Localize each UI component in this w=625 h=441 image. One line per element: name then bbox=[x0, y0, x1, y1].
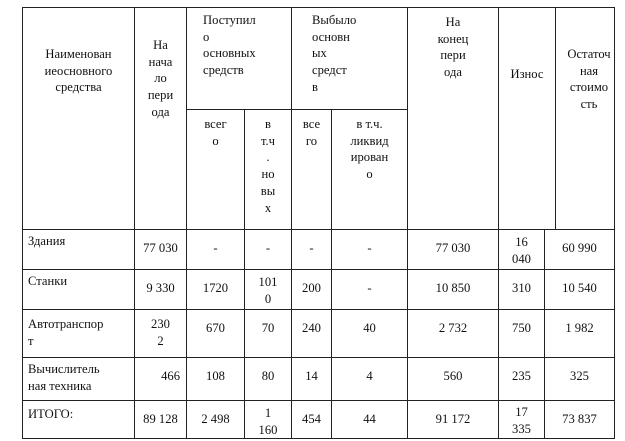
end-value: 10 850 bbox=[408, 270, 499, 310]
residual-value: 325 bbox=[545, 358, 615, 401]
asset-name: Автотранспор т bbox=[23, 310, 135, 358]
disposed-liquidated: 44 bbox=[332, 401, 408, 439]
header-disposed-total: все го bbox=[292, 110, 332, 230]
fixed-assets-table bbox=[22, 7, 615, 439]
asset-name: Станки bbox=[23, 270, 135, 310]
header-disposed: Выбыло основн ых средст в bbox=[292, 8, 408, 110]
header-wear: Износ bbox=[499, 8, 556, 230]
header-start-of-period: На нача ло пери ода bbox=[135, 8, 187, 230]
wear-value: 235 bbox=[499, 358, 545, 401]
start-value: 466 bbox=[135, 358, 187, 401]
received-new: - bbox=[245, 230, 292, 270]
received-new: 80 bbox=[245, 358, 292, 401]
start-value: 9 330 bbox=[135, 270, 187, 310]
received-new: 1 160 bbox=[245, 401, 292, 439]
disposed-total: 14 bbox=[292, 358, 332, 401]
header-received-total: всег о bbox=[187, 110, 245, 230]
disposed-liquidated: - bbox=[332, 270, 408, 310]
disposed-liquidated: 40 bbox=[332, 310, 408, 358]
disposed-total: 240 bbox=[292, 310, 332, 358]
disposed-total: - bbox=[292, 230, 332, 270]
residual-value: 60 990 bbox=[545, 230, 615, 270]
received-new: 101 0 bbox=[245, 270, 292, 310]
table-row bbox=[23, 230, 615, 270]
disposed-total: 200 bbox=[292, 270, 332, 310]
wear-value: 17 335 bbox=[499, 401, 545, 439]
header-disposed-liquidated: в т.ч. ликвид ирован о bbox=[332, 110, 408, 230]
received-new: 70 bbox=[245, 310, 292, 358]
end-value: 2 732 bbox=[408, 310, 499, 358]
table-row bbox=[23, 270, 615, 310]
table-row bbox=[23, 310, 615, 358]
table-row-total bbox=[23, 401, 615, 439]
asset-name: ИТОГО: bbox=[23, 401, 135, 439]
end-value: 91 172 bbox=[408, 401, 499, 439]
received-total: 2 498 bbox=[187, 401, 245, 439]
end-value: 77 030 bbox=[408, 230, 499, 270]
header-residual-value: Остаточ ная стоимо сть bbox=[556, 8, 615, 230]
end-value: 560 bbox=[408, 358, 499, 401]
received-total: 108 bbox=[187, 358, 245, 401]
start-value: 77 030 bbox=[135, 230, 187, 270]
header-end-of-period: На конец пери ода bbox=[408, 8, 499, 230]
residual-value: 73 837 bbox=[545, 401, 615, 439]
residual-value: 1 982 bbox=[545, 310, 615, 358]
table-row bbox=[23, 358, 615, 401]
wear-value: 16 040 bbox=[499, 230, 545, 270]
start-value: 230 2 bbox=[135, 310, 187, 358]
received-total: 1720 bbox=[187, 270, 245, 310]
start-value: 89 128 bbox=[135, 401, 187, 439]
asset-name: Здания bbox=[23, 230, 135, 270]
received-total: - bbox=[187, 230, 245, 270]
received-total: 670 bbox=[187, 310, 245, 358]
header-asset-name: Наименован иеосновного средства bbox=[23, 8, 135, 230]
residual-value: 10 540 bbox=[545, 270, 615, 310]
disposed-total: 454 bbox=[292, 401, 332, 439]
header-received: Поступил о основных средств bbox=[187, 8, 292, 110]
wear-value: 310 bbox=[499, 270, 545, 310]
header-received-new: в т.ч . но вы х bbox=[245, 110, 292, 230]
disposed-liquidated: 4 bbox=[332, 358, 408, 401]
asset-name: Вычислитель ная техника bbox=[23, 358, 135, 401]
wear-value: 750 bbox=[499, 310, 545, 358]
disposed-liquidated: - bbox=[332, 230, 408, 270]
